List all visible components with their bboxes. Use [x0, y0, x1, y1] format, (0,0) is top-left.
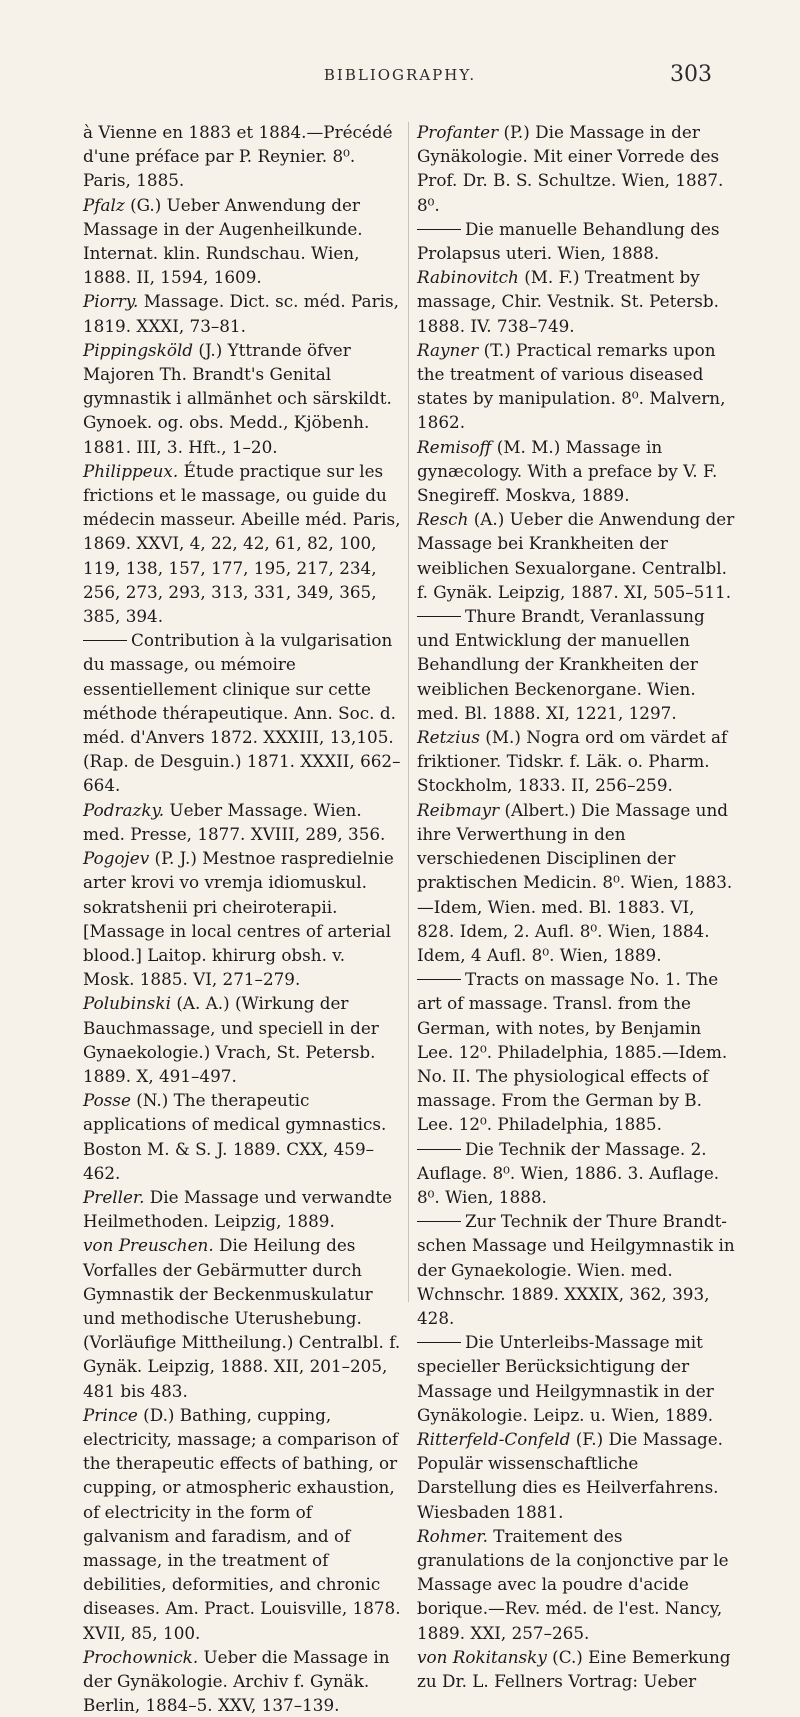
ditto-dash: [417, 1342, 461, 1343]
entry-author: Piorry.: [83, 291, 139, 312]
entry-text: Die Technik der Massage. 2. Auflage. 8⁰. Wien, 1886. 3. Auflage. 8⁰. Wien, 1888.: [417, 1138, 720, 1207]
bibliography-entry: [417, 1524, 735, 1645]
running-head: BIBLIOGRAPHY.: [323, 66, 477, 84]
entry-text: Contribution à la vulgarisation du massage, ou mémoire essentiellement clinique sur cette méthode thérapeutique. Ann. Soc. d. méd. d'Anvers 1872. XXXIII, 13,105. (Rap. de Desguin.) 1871. XXXII, 662–664.: [83, 630, 401, 796]
entry-author: Philippeux.: [83, 460, 179, 481]
entry-author: Pogojev: [83, 848, 150, 869]
entry-text: (M.) Nogra ord om värdet af friktioner. Tidskr. f. Läk. o. Pharm. Stockholm, 1833. II, 256–259.: [417, 727, 728, 796]
bibliography-entry: [83, 1185, 401, 1233]
entry-author: Rohmer.: [417, 1525, 488, 1546]
bibliography-entry: [417, 507, 735, 604]
entry-author: Podrazky.: [83, 799, 165, 820]
entry-author: Remisoff: [417, 436, 492, 457]
bibliography-entry: [83, 1088, 401, 1185]
ditto-dash: [417, 229, 461, 230]
entry-text: (P.) Die Massage in der Gynäkologie. Mit einer Vorrede des Prof. Dr. B. S. Schultze. Wien, 1887. 8⁰.: [417, 122, 724, 215]
bibliography-entry: [417, 604, 735, 725]
entry-text: (G.) Ueber Anwendung der Massage in der Augenheilkunde. Internat. klin. Rundschau. Wien, 1888. II, 1594, 1609.: [83, 194, 363, 288]
entry-text: Die Heilung des Vorfalles der Gebärmutter durch Gymnastik der Beckenmuskulatur und methodische Uterushebung. (Vorläufige Mittheilung.) Centralbl. f. Gynäk. Leipzig, 1888. XII, 201–205, 481 bis 483.: [83, 1235, 401, 1401]
page-number: 303: [670, 62, 712, 87]
bibliography-entry: [417, 265, 735, 338]
entry-author: von Rokitansky: [417, 1646, 547, 1667]
entry-text: (F.) Die Massage. Populär wissenschaftliche Darstellung dies es Heilverfahrens. Wiesbaden 1881.: [417, 1428, 724, 1522]
entry-author: Preller.: [83, 1186, 145, 1207]
entry-text: (C.) Eine Bemerkung zu Dr. L. Fellners Vortrag: Ueber: [417, 1646, 731, 1691]
bibliography-entry: [417, 338, 735, 435]
bibliography-entry: [83, 338, 401, 459]
entry-text: Die Massage und verwandte Heilmethoden. Leipzig, 1889.: [83, 1186, 392, 1232]
bibliography-entry: [83, 459, 401, 628]
bibliography-entry: [417, 1209, 735, 1330]
entry-text: Zur Technik der Thure Brandt-schen Massage und Heilgymnastik in der Gynaekologie. Wien. med. Wchnschr. 1889. XXXIX, 362, 393, 428.: [417, 1211, 735, 1328]
entry-author: Rabinovitch: [417, 267, 519, 288]
entry-text: (A.) Ueber die Anwendung der Massage bei Krankheiten der weiblichen Sexualorgane. Centralbl. f. Gynäk. Leipzig, 1887. XI, 505–511.: [417, 509, 735, 602]
entry-text: (D.) Bathing, cupping, electricity, massage; a comparison of the therapeutic effects of bathing, or cupping, or atmospheric exhaustion, of electricity in the form of galvanism and faradism, and of massage, in the treatment of debilities, deformities, and chronic diseases. Am. Pract. Louisville, 1878. XVII, 85, 100.: [83, 1404, 401, 1643]
bibliography-entry: [417, 120, 735, 217]
bibliography-entry: [83, 991, 401, 1088]
bibliography-entry: [83, 628, 401, 797]
entry-text: Ueber die Massage in der Gynäkologie. Archiv f. Gynäk. Berlin, 1884–5. XXV, 137–139.: [83, 1646, 390, 1716]
ditto-dash: [417, 616, 461, 617]
entry-author: Prochownick.: [83, 1646, 199, 1667]
bibliography-entry: [83, 120, 401, 193]
entry-author: Posse: [83, 1090, 131, 1111]
bibliography-entry: [417, 798, 735, 967]
entry-text: Massage. Dict. sc. méd. Paris, 1819. XXXI, 73–81.: [83, 291, 399, 336]
bibliography-entry: [417, 1137, 735, 1210]
ditto-dash: [417, 1221, 461, 1222]
entry-text: (M. F.) Treatment by massage, Chir. Vestnik. St. Petersb. 1888. IV. 738–749.: [417, 267, 719, 336]
bibliography-entry: [417, 1645, 735, 1693]
entry-author: Resch: [417, 509, 469, 530]
left-column: [83, 120, 401, 1717]
bibliography-entry: [83, 846, 401, 991]
entry-author: Polubinski: [83, 993, 171, 1014]
entry-text: Ueber Massage. Wien. med. Presse, 1877. XVIII, 289, 356.: [83, 799, 386, 844]
bibliography-entry: [83, 1403, 401, 1645]
ditto-dash: [417, 1149, 461, 1150]
bibliography-entry: [417, 1427, 735, 1524]
entry-text: (P. J.) Mestnoe raspredielnie arter krovi vo vremja idiomuskul. sokratshenii pri cheiroterapii. [Massage in local centres of arterial blood.] Laitop. khirurg obsh. v. Mosk. 1885. VI, 271–279.: [83, 848, 394, 990]
entry-text: à Vienne en 1883 et 1884.—Précédé d'une préface par P. Reynier. 8⁰. Paris, 1885.: [83, 122, 393, 191]
bibliography-entry: [83, 798, 401, 846]
right-column: [417, 120, 735, 1693]
entry-text: (A. A.) (Wirkung der Bauchmassage, und speciell in der Gynaekologie.) Vrach, St. Petersb. 1889. X, 491–497.: [83, 993, 379, 1086]
bibliography-entry: [417, 217, 735, 265]
entry-author: Reibmayr: [417, 799, 500, 820]
entry-author: Pippingsköld: [83, 339, 194, 360]
column-divider: [408, 122, 409, 1302]
bibliography-entry: [417, 725, 735, 798]
entry-text: (Albert.) Die Massage und ihre Verwerthung in den verschiedenen Disciplinen der praktischen Medicin. 8⁰. Wien, 1883.—Idem, Wien. med. Bl. 1883. VI, 828. Idem, 2. Aufl. 8⁰. Wien, 1884. Idem, 4 Aufl. 8⁰. Wien, 1889.: [417, 799, 733, 965]
bibliography-entry: [83, 1645, 401, 1717]
bibliography-entry: [417, 967, 735, 1136]
page-header: [0, 62, 800, 102]
entry-text: (M. M.) Massage in gynæcology. With a preface by V. F. Snegireff. Moskva, 1889.: [417, 436, 718, 506]
entry-text: Die manuelle Behandlung des Prolapsus uteri. Wien, 1888.: [417, 218, 720, 264]
entry-author: Retzius: [417, 727, 480, 748]
bibliography-entry: [83, 289, 401, 337]
entry-text: (T.) Practical remarks upon the treatment of various diseased states by manipulation. 8⁰. Malvern, 1862.: [417, 339, 726, 433]
ditto-dash: [417, 979, 461, 980]
bibliography-entry: [417, 1330, 735, 1427]
entry-author: Pfalz: [83, 194, 125, 215]
entry-author: Rayner: [417, 339, 479, 360]
entry-author: Ritterfeld-Confeld: [417, 1428, 571, 1449]
entry-author: von Preuschen.: [83, 1235, 214, 1256]
entry-text: Thure Brandt, Veranlassung und Entwicklung der manuellen Behandlung der Krankheiten der weiblichen Beckenorgane. Wien. med. Bl. 1888. XI, 1221, 1297.: [417, 606, 705, 723]
ditto-dash: [83, 640, 127, 641]
bibliography-entry: [83, 193, 401, 290]
entry-author: Profanter: [417, 122, 499, 142]
entry-text: Tracts on massage No. 1. The art of massage. Transl. from the German, with notes, by Benjamin Lee. 12⁰. Philadelphia, 1885.—Idem. No. II. The physiological effects of massage. From the German by B. Lee. 12⁰. Philadelphia, 1885.: [417, 969, 728, 1135]
entry-text: (J.) Yttrande öfver Majoren Th. Brandt's Genital gymnastik i allmänhet och särskildt. Gynoek. og. obs. Medd., Kjöbenh. 1881. III, 3. Hft., 1–20.: [83, 339, 392, 457]
entry-text: Étude practique sur les frictions et le massage, ou guide du médecin masseur. Abeille méd. Paris, 1869. XXVI, 4, 22, 42, 61, 82, 100, 119, 138, 157, 177, 195, 217, 234, 256, 273, 293, 313, 331, 349, 365, 385, 394.: [83, 460, 401, 627]
entry-text: Die Unterleibs-Massage mit specieller Berücksichtigung der Massage und Heilgymnastik in der Gynäkologie. Leipz. u. Wien, 1889.: [417, 1332, 714, 1425]
entry-text: (N.) The therapeutic applications of medical gymnastics. Boston M. & S. J. 1889. CXX, 459–462.: [83, 1090, 387, 1183]
entry-author: Prince: [83, 1404, 138, 1425]
bibliography-entry: [417, 435, 735, 508]
bibliography-entry: [83, 1233, 401, 1402]
entry-text: Traitement des granulations de la conjonctive par le Massage avec la poudre d'acide borique.—Rev. méd. de l'est. Nancy, 1889. XXI, 257–265.: [417, 1525, 729, 1643]
